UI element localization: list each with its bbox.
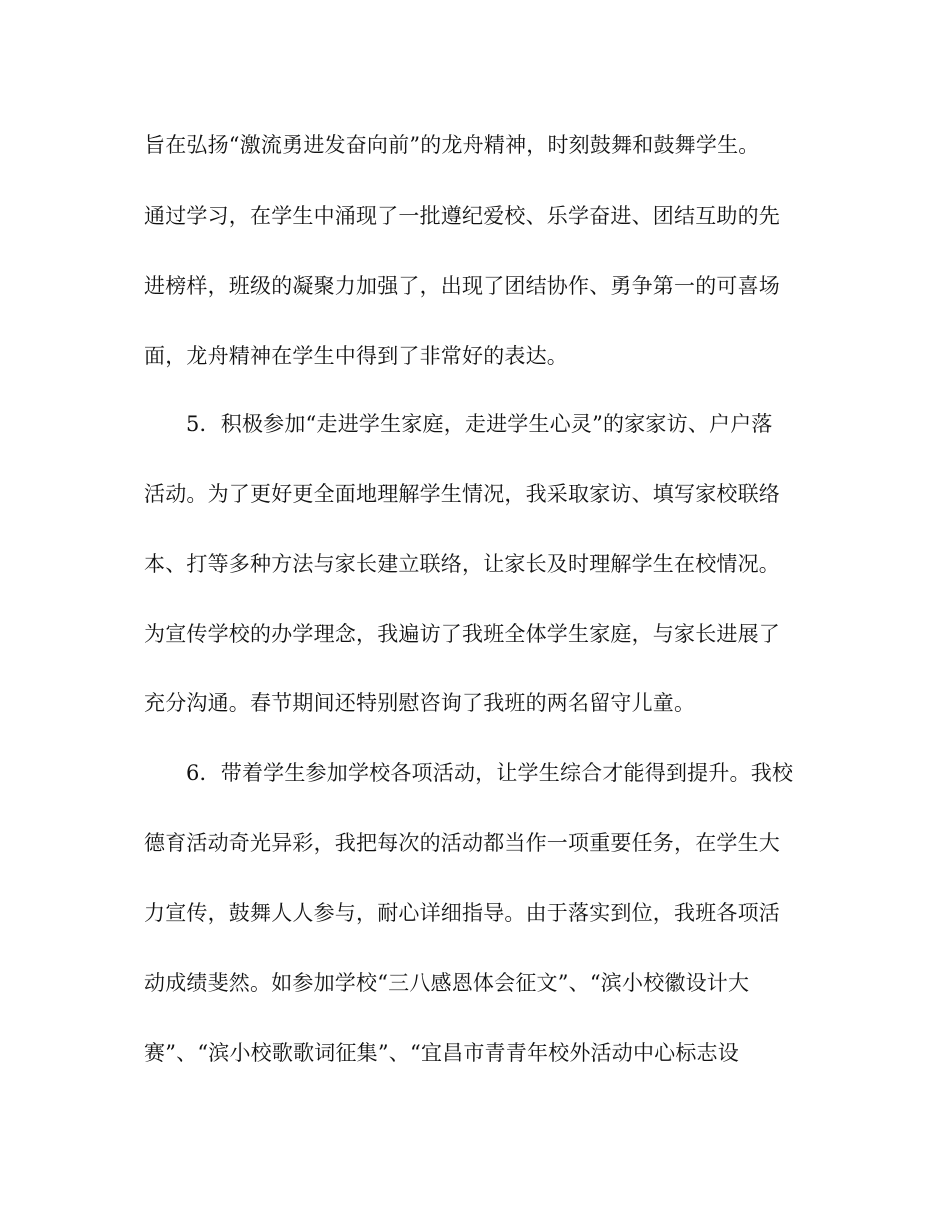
text-line: 通过学习，在学生中涌现了一批遵纪爱校、乐学奋进、团结互助的先 xyxy=(144,204,780,228)
text-line: 赛”、“滨小校歌歌词征集”、“宜昌市青青年校外活动中心标志设 xyxy=(144,1041,739,1065)
paragraph-6-first-line: 6．带着学生参加学校各项活动，让学生综合才能得到提升。我校 xyxy=(186,761,794,785)
text-line: 动成绩斐然。如参加学校“三八感恩体会征文”、“滨小校徽设计大 xyxy=(144,971,750,995)
text-line: 活动。为了更好更全面地理解学生情况，我采取家访、填写家校联络 xyxy=(144,482,780,506)
text-line: 旨在弘扬“激流勇进发奋向前”的龙舟精神，时刻鼓舞和鼓舞学生。 xyxy=(144,133,760,157)
paragraph-5-first-line: 5．积极参加“走进学生家庭，走进学生心灵”的家家访、户户落 xyxy=(186,412,773,436)
text-line: 德育活动奇光异彩，我把每次的活动都当作一项重要任务，在学生大 xyxy=(144,831,780,855)
text-line: 充分沟通。春节期间还特别慰咨询了我班的两名留守儿童。 xyxy=(144,691,696,715)
text-line: 面，龙舟精神在学生中得到了非常好的表达。 xyxy=(144,344,568,368)
text-line: 力宣传，鼓舞人人参与，耐心详细指导。由于落实到位，我班各项活 xyxy=(144,901,780,925)
text-line: 本、打等多种方法与家长建立联络，让家长及时理解学生在校情况。 xyxy=(144,552,780,576)
text-line: 为宣传学校的办学理念，我遍访了我班全体学生家庭，与家长进展了 xyxy=(144,622,780,646)
text-line: 进榜样，班级的凝聚力加强了，出现了团结协作、勇争第一的可喜场 xyxy=(144,274,780,298)
